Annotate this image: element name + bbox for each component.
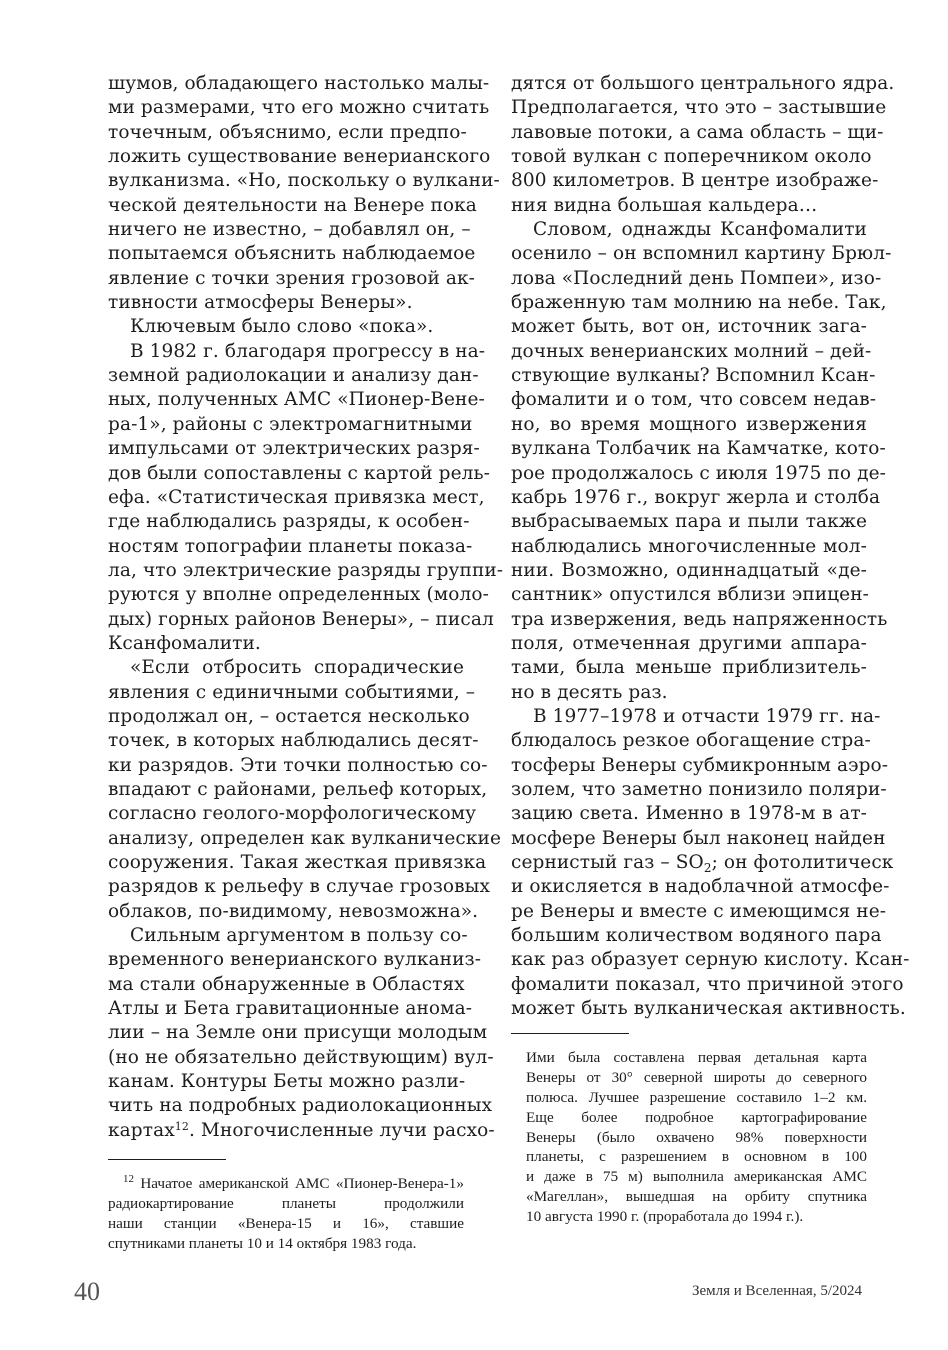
text-line: кабрь 1976 г., вокруг жерла и столба xyxy=(511,486,881,508)
text-line: ностям топографии планеты показа- xyxy=(108,535,473,557)
footnote-line: и даже в 75 м) выполнила американская АМС xyxy=(526,1168,867,1186)
text-line: дятся от большого центрального ядра. xyxy=(511,73,895,94)
text-line: точек, в которых наблюдались десят- xyxy=(108,730,479,752)
right-body-text xyxy=(511,72,910,1021)
text-line: ки разрядов. Эти точки полностью со- xyxy=(108,754,488,776)
text-line: товой вулкан с поперечником около xyxy=(511,146,872,168)
text-line: В 1977–1978 и отчасти 1979 гг. на- xyxy=(533,705,881,727)
text-line: ложить существование венерианского xyxy=(108,146,491,168)
text-line: браженную там молнию на небе. Так, xyxy=(511,292,887,314)
text-fragment: . Многочисленные лучи расхо- xyxy=(188,1119,495,1141)
right-column xyxy=(511,72,910,1227)
text-line: фомалити показал, что причиной этого xyxy=(511,973,904,995)
journal-footer: Земля и Вселенная, 5/2024 xyxy=(691,1283,862,1299)
text-line: явление с точки зрения грозовой ак- xyxy=(108,267,475,289)
subscript: 2 xyxy=(703,861,712,875)
text-line: ных, полученных АМС «Пионер-Вене- xyxy=(108,389,485,411)
text-line: разрядов к рельефу в случае грозовых xyxy=(108,876,491,898)
text-line: лова «Последний день Помпеи», изо- xyxy=(511,267,882,289)
text-line: сооружения. Такая жесткая привязка xyxy=(108,852,487,873)
text-line: импульсами от электрических разря- xyxy=(108,438,480,460)
footnote-line: «Магеллан», вышедшая на орбиту спутника xyxy=(526,1187,867,1205)
text-fragment: сернистый газ – SO xyxy=(511,852,704,873)
footnote-rule xyxy=(511,1033,629,1034)
text-line: попытаемся объяснить наблюдаемое xyxy=(108,243,476,265)
text-line: ефа. «Статистическая привязка мест, xyxy=(108,486,485,508)
text-line: золем, что заметно понизило поляри- xyxy=(511,778,887,800)
text-line: анализу, определен как вулканические xyxy=(108,827,502,849)
text-line: Предполагается, что это – застывшие xyxy=(511,97,887,119)
text-line: временного венерианского вулканиз- xyxy=(108,949,482,971)
left-body-text xyxy=(108,72,504,1143)
text-line: большим количеством водяного пара xyxy=(511,925,882,947)
text-line: ми размерами, что его можно считать xyxy=(108,97,490,119)
text-line: ма стали обнаруженные в Областях xyxy=(108,973,465,995)
text-line: дов были сопоставлены с картой рель- xyxy=(108,462,491,484)
footnote-rule xyxy=(108,1159,226,1160)
text-line: руются у вполне определенных (моло- xyxy=(108,584,489,606)
text-line: В 1982 г. благодаря прогрессу в на- xyxy=(130,340,486,362)
text-line: ческой деятельности на Венере пока xyxy=(108,194,477,216)
text-line: явления с единичными событиями, – xyxy=(108,681,476,703)
footnote-marker: 12 xyxy=(123,1173,134,1186)
text-line: ре Венеры и вместе с имеющимся не- xyxy=(511,900,887,922)
text-line: продолжал он, – остается несколько xyxy=(108,705,470,727)
text-line: сантник» опустился вблизи эпицен- xyxy=(511,584,870,606)
footnote-line: 10 августа 1990 г. (проработала до 1994 г.). xyxy=(526,1207,804,1225)
text-line: как раз образует серную кислоту. Ксан- xyxy=(511,949,910,971)
text-line: (но не обязательно действующим) вул- xyxy=(108,1046,494,1068)
footnote-line: полюса. Лучшее разрешение составило 1–2 км. xyxy=(526,1089,867,1106)
text-line: вулканизма. «Но, поскольку о вулкани- xyxy=(108,170,500,192)
text-line: поля, отмеченная другими аппара- xyxy=(511,632,867,654)
text-line: ничего не известно, – добавлял он, – xyxy=(108,219,471,241)
footnote-line: Венеры (было охвачено 98% поверхности xyxy=(526,1128,867,1146)
text-line: Атлы и Бета гравитационные анома- xyxy=(108,998,473,1020)
text-line xyxy=(511,851,894,875)
text-line: но в десять раз. xyxy=(511,681,668,703)
text-fragment: Начатое американской АМС «Пионер-Венера-1» xyxy=(134,1175,464,1193)
text-line: 800 километров. В центре изображе- xyxy=(511,170,879,192)
footnote-line xyxy=(108,1174,464,1194)
text-line: зацию света. Именно в 1978-м в ат- xyxy=(511,803,867,825)
text-line: ствующие вулканы? Вспомнил Ксан- xyxy=(511,365,876,387)
text-line: рое продолжалось с июля 1975 по де- xyxy=(511,462,887,484)
text-fragment: ; он фотолитическ xyxy=(711,852,894,873)
text-line: Сильным аргументом в пользу со- xyxy=(130,925,468,947)
text-line: точечным, объяснимо, если предпо- xyxy=(108,121,467,143)
text-line: согласно геолого-морфологическому xyxy=(108,803,477,825)
footnote-line: радиокартирование планеты продолжили xyxy=(108,1194,464,1212)
text-line: и окисляется в надоблачной атмосфе- xyxy=(511,876,890,898)
text-line: лии – на Земле они присущи молодым xyxy=(108,1022,488,1044)
text-line: нии. Возможно, одиннадцатый «де- xyxy=(511,559,867,581)
text-line: может быть, вот он, источник зага- xyxy=(511,316,867,338)
text-line: где наблюдались разряды, к особен- xyxy=(108,511,470,533)
footnote-line: Ими была составлена первая детальная карта xyxy=(526,1049,867,1067)
text-line: блюдалось резкое обогащение стра- xyxy=(511,730,871,752)
text-line: но, во время мощного извержения xyxy=(511,413,867,435)
text-line: земной радиолокации и анализу дан- xyxy=(108,365,479,387)
page-number: 40 xyxy=(74,1277,100,1306)
text-line: ла, что электрические разряды группи- xyxy=(108,559,504,581)
text-line: мосфере Венеры был наконец найден xyxy=(511,827,886,849)
text-line: Ключевым было слово «пока». xyxy=(130,316,434,338)
footnote-line: спутниками планеты 10 и 14 октября 1983 года. xyxy=(108,1234,417,1252)
text-line: чить на подробных радиолокационных xyxy=(108,1095,493,1117)
text-line: ра-1», районы с электромагнитными xyxy=(108,413,473,435)
footnote-ref: 12 xyxy=(174,1119,189,1133)
text-line: ния видна большая кальдера… xyxy=(511,194,818,216)
text-line: тосферы Венеры субмикронным аэро- xyxy=(511,754,889,776)
text-line: «Если отбросить спорадические xyxy=(130,657,464,679)
text-line: тра извержения, ведь напряженность xyxy=(511,608,888,630)
footnote-line: планеты, с разрешением в основном в 100 xyxy=(526,1148,867,1166)
text-line: может быть вулканическая активность. xyxy=(511,998,906,1020)
left-column xyxy=(108,72,504,1253)
text-line: шумов, обладающего настолько малы- xyxy=(108,73,490,94)
footnote-line: Венеры от 30° северной широты до северного xyxy=(526,1069,867,1087)
text-line: канам. Контуры Беты можно разли- xyxy=(108,1071,466,1093)
text-line: выбрасываемых пара и пыли также xyxy=(511,511,867,533)
text-line xyxy=(108,1119,495,1143)
footnote-12 xyxy=(108,1174,464,1253)
text-line: вулкана Толбачик на Камчатке, кото- xyxy=(511,438,886,460)
text-line: тивности атмосферы Венеры». xyxy=(108,292,413,314)
text-line: Ксанфомалити. xyxy=(108,632,261,654)
text-line: лавовые потоки, а сама область – щи- xyxy=(511,121,884,143)
text-line: облаков, по-видимому, невозможна». xyxy=(108,900,479,922)
text-line: дочных венерианских молний – дей- xyxy=(511,340,872,362)
text-line: дых) горных районов Венеры», – писал xyxy=(108,608,494,630)
footnote-continued xyxy=(511,1048,867,1226)
text-line: фомалити и о том, что совсем недав- xyxy=(511,389,877,411)
footnote-line: наши станции «Венера-15 и 16», ставшие xyxy=(108,1214,464,1232)
footnote-line: Еще более подробное картографирование xyxy=(526,1108,867,1126)
text-line: тами, была меньше приблизитель- xyxy=(511,657,867,679)
text-line: впадают с районами, рельеф которых, xyxy=(108,778,488,800)
text-fragment: картах xyxy=(108,1119,175,1141)
text-line: наблюдались многочисленные мол- xyxy=(511,535,867,557)
text-line: Словом, однажды Ксанфомалити xyxy=(533,219,867,241)
text-line: осенило – он вспомнил картину Брюл- xyxy=(511,243,892,265)
